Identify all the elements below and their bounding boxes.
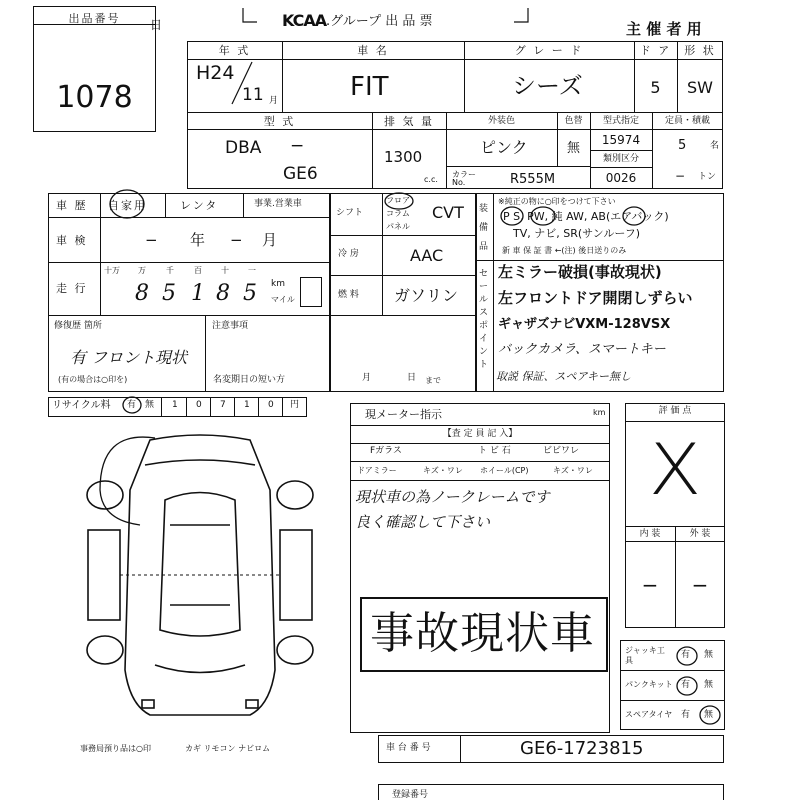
shift-panel[interactable]: パネル	[386, 222, 410, 231]
chassis-label: 車 台 番 号	[386, 743, 431, 753]
office-items: カギ リモコン ナビロム	[185, 744, 271, 753]
registration-label: 登録番号	[392, 790, 429, 800]
mile-label: マイル	[271, 295, 295, 304]
shaken-label: 車 検	[56, 234, 88, 247]
lot-label: 出品番号	[34, 7, 155, 25]
type-prefix: DBA	[225, 138, 262, 158]
divider	[460, 735, 461, 763]
sales-side-label: セールスポイント	[479, 269, 489, 370]
color-value: ピンク	[480, 138, 528, 157]
divider	[330, 235, 476, 236]
shaken-month: 月	[262, 231, 278, 249]
capacity-value: 5	[678, 138, 687, 153]
notes-label: 注意事項	[212, 321, 249, 331]
km-label: km	[271, 279, 285, 289]
recycle-digit: 1	[172, 400, 178, 410]
ac-value: AAC	[410, 246, 444, 265]
year-label: 年 式	[218, 44, 251, 57]
sales-line1: 左ミラー破損(事故現状)	[498, 263, 662, 281]
repair-handwritten: 有 フロント現状	[70, 348, 188, 367]
history-private[interactable]: 自家用	[108, 199, 147, 212]
jack-yes[interactable]: 有	[681, 650, 691, 660]
divider	[186, 397, 187, 417]
divider	[590, 150, 652, 151]
type-code: GE6	[283, 164, 318, 184]
mirror-damage: キズ・ワレ	[423, 466, 463, 475]
capacity-label: 定員・積載	[664, 116, 710, 126]
load-unit: トン	[698, 172, 717, 182]
divider	[382, 193, 383, 315]
recycle-digit: 0	[196, 400, 202, 410]
digit-label: 十	[221, 266, 229, 275]
recycle-unit: 円	[290, 400, 300, 410]
recycle-yes[interactable]: 有	[127, 400, 137, 410]
sales-line3: ギャザズナビVXM-128VSX	[498, 317, 671, 332]
exterior-score: −	[691, 573, 709, 597]
chip-label: ト ビ 石	[478, 446, 511, 456]
type-dash: −	[290, 136, 305, 156]
shift-value: CVT	[432, 203, 464, 222]
mileage-digit: 1	[191, 281, 205, 306]
history-rental[interactable]: レンタ	[180, 199, 219, 212]
spare-label: スペアタイヤ	[625, 710, 673, 719]
body-value: SW	[687, 78, 713, 97]
divider	[446, 166, 590, 167]
wheel-damage: キズ・ワレ	[553, 466, 593, 475]
displacement-label: 排 気 量	[384, 115, 434, 128]
repaint-label: 色替	[564, 116, 583, 126]
mirror-label: ドアミラー	[357, 466, 397, 475]
model-name: FIT	[350, 72, 389, 102]
shift-column[interactable]: コラム	[386, 209, 410, 218]
color-code-label: カラー No.	[452, 170, 476, 187]
mileage-digit: 5	[162, 281, 176, 306]
divider	[625, 421, 725, 422]
divider	[165, 193, 166, 217]
year-era: H24	[196, 62, 235, 84]
recycle-digit: 1	[244, 400, 250, 410]
divider	[205, 315, 476, 316]
puncture-yes[interactable]: 有	[681, 680, 691, 690]
doors-label: ド ア	[639, 44, 672, 57]
digit-label: 百	[194, 266, 202, 275]
car-damage-diagram	[80, 430, 320, 730]
equipment-note: ※純正の物に○印をつけて下さい	[498, 197, 616, 206]
form-title: .グループ 出 品 票	[326, 14, 433, 29]
registration-row	[378, 784, 724, 800]
divider	[350, 480, 610, 481]
wheel-label: ホイール(CP)	[480, 466, 529, 475]
doors-value: 5	[650, 78, 661, 97]
sales-line4: バックカメラ、スマートキー	[498, 342, 666, 357]
mileage-grid	[100, 263, 265, 315]
history-business[interactable]: 事業.営業車	[254, 199, 302, 209]
month-unit: 月	[269, 96, 279, 106]
exterior-label: 外 装	[689, 529, 711, 539]
divider	[210, 397, 211, 417]
fuel-label: 燃 料	[338, 290, 359, 300]
type-designation: 15974	[601, 133, 641, 147]
divider	[620, 670, 725, 671]
rename-until: まで	[425, 376, 441, 385]
recycle-label: リサイクル料	[52, 400, 111, 411]
equipment-line1: P S, PW, 純 AW, AB(エアバック)	[503, 210, 669, 223]
shift-label: シフト	[336, 208, 364, 218]
interior-score: −	[641, 573, 659, 597]
digit-label: 千	[166, 266, 174, 275]
divider	[205, 315, 206, 392]
shaken-year-value: −	[145, 231, 158, 249]
divider	[493, 193, 494, 392]
accident-stamp-text: 事故現状車	[370, 608, 595, 659]
color-code: R555M	[510, 172, 556, 187]
mileage-digit: 8	[135, 281, 149, 306]
interior-label: 内 装	[639, 529, 661, 539]
cc-unit: c.c.	[424, 175, 438, 184]
score-label: 評 価 点	[658, 406, 692, 416]
jack-no[interactable]: 無	[704, 650, 714, 660]
model-label: 車 名	[357, 44, 389, 57]
digit-label: 万	[138, 266, 146, 275]
repaint-value: 無	[567, 141, 581, 156]
spare-yes[interactable]: 有	[681, 710, 691, 720]
equipment-line3: 新 車 保 証 書 ←(注) 後日送りのみ	[502, 246, 627, 255]
divider	[330, 275, 476, 276]
divider	[161, 397, 162, 417]
type-designation-label: 型式指定	[602, 116, 639, 126]
glass-label: Fガラス	[370, 446, 402, 456]
lot-box-mark: 日	[150, 18, 163, 32]
fuel-value: ガソリン	[394, 286, 459, 305]
divider	[48, 217, 330, 218]
repair-label: 修復歴 箇所	[54, 321, 102, 331]
office-note: 事務局預り品は○印	[80, 744, 151, 753]
equipment-line2: TV, ナビ, SR(サンルーフ)	[513, 227, 641, 240]
equipment-side-label: 装 備 品	[479, 204, 489, 252]
tools-circles	[0, 0, 10, 10]
divider	[243, 193, 244, 217]
rename-month: 月	[362, 373, 372, 383]
color-label: 外装色	[487, 116, 515, 126]
type-label: 型 式	[263, 115, 296, 128]
divider	[620, 700, 725, 701]
divider	[350, 425, 610, 426]
sales-line2: 左フロントドア開閉しずらい	[498, 289, 693, 307]
recycle-no[interactable]: 無	[145, 400, 155, 410]
mileage-digit: 5	[243, 281, 257, 306]
recycle-digit: 7	[220, 400, 226, 410]
mileage-label: 走 行	[56, 282, 88, 295]
inspector-note: 【査 定 員 記 入】	[442, 429, 518, 439]
puncture-no[interactable]: 無	[704, 680, 714, 690]
divider	[234, 397, 235, 417]
jack-label: ジャッキ工 具	[625, 646, 665, 665]
lot-number: 1078	[56, 80, 133, 115]
spare-no[interactable]: 無	[704, 710, 714, 720]
divider	[476, 260, 724, 261]
digit-label: 十万	[104, 266, 120, 275]
body-label: 形 状	[684, 44, 716, 57]
brand-logo: KCAA	[282, 11, 327, 30]
digit-label: 一	[248, 266, 256, 275]
sales-line5: 取説 保証、スペアキー無し	[496, 370, 632, 383]
score-mark: X	[648, 429, 702, 511]
inspector-comment2: 良く確認して下さい	[355, 513, 491, 531]
rename-label: 名変期日の短い方	[213, 375, 286, 385]
inspector-comment1: 現状車の為ノークレームです	[355, 488, 550, 506]
capacity-unit: 名	[710, 141, 720, 151]
grade-name: シーズ	[512, 72, 583, 100]
displacement-value: 1300	[384, 148, 423, 166]
mileage-digit: 8	[216, 281, 230, 306]
rename-day: 日	[407, 373, 417, 383]
divider	[282, 397, 283, 417]
repair-hint: (有の場合は○印を)	[58, 375, 128, 384]
shaken-year: 年	[190, 231, 206, 249]
meter-km: km	[593, 408, 606, 417]
divider	[590, 167, 652, 168]
year-month: 11	[242, 85, 264, 105]
chassis-number: GE6-1723815	[520, 738, 644, 759]
meter-label: 現メーター指示	[365, 408, 442, 421]
shaken-month-value: −	[230, 231, 243, 249]
organizer-label: 主 催 者 用	[626, 20, 702, 38]
recycle-digit: 0	[268, 400, 274, 410]
ac-label: 冷 房	[338, 249, 359, 259]
load-value: −	[675, 169, 686, 183]
category: 0026	[605, 171, 637, 185]
crack-label: ビビワレ	[543, 446, 580, 456]
divider	[350, 443, 610, 444]
puncture-label: パンクキット	[625, 680, 673, 689]
grade-label: グ レ ー ド	[514, 44, 584, 57]
history-label: 車 歴	[56, 199, 88, 212]
divider	[258, 397, 259, 417]
divider	[350, 461, 610, 462]
shift-floor[interactable]: フロア	[386, 196, 410, 205]
mile-checkbox[interactable]	[300, 277, 322, 307]
category-label: 類別区分	[602, 154, 639, 164]
